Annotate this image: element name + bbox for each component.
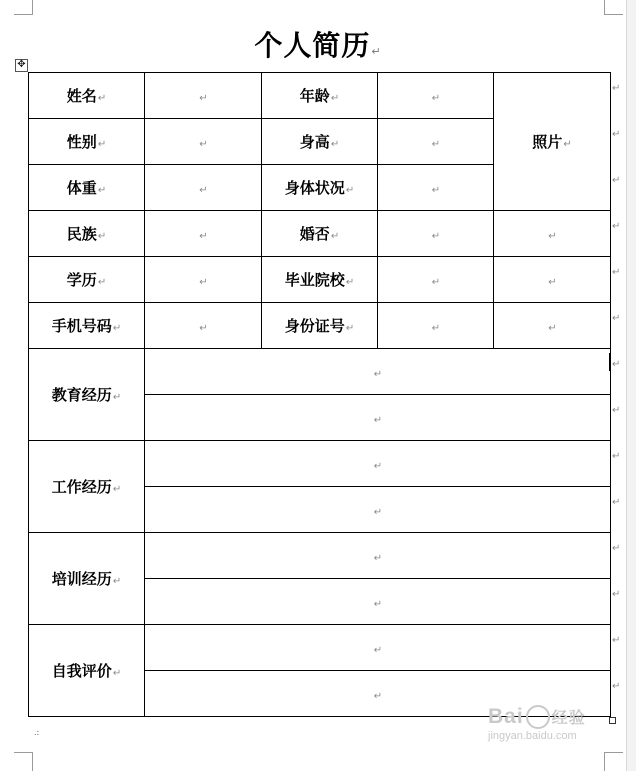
table-row [29, 257, 611, 303]
section-entry-cell[interactable]: ↵ [145, 395, 611, 441]
label-cell[interactable]: 体重↵ [29, 165, 145, 211]
value-cell[interactable]: ↵ [494, 257, 611, 303]
value-cell[interactable]: ↵ [378, 211, 494, 257]
end-of-row-mark: ↵ [612, 405, 621, 416]
text-cursor [609, 353, 611, 371]
table-row [29, 73, 611, 119]
value-cell[interactable]: ↵ [378, 165, 494, 211]
label-cell[interactable]: 姓名↵ [29, 73, 145, 119]
label-cell[interactable]: 年龄↵ [262, 73, 378, 119]
section-entry-cell[interactable]: ↵ [145, 625, 611, 671]
end-of-row-mark: ↵ [612, 451, 621, 462]
label-cell[interactable]: 民族↵ [29, 211, 145, 257]
section-label-cell[interactable]: 教育经历↵ [29, 349, 145, 441]
value-cell[interactable]: ↵ [145, 73, 262, 119]
crop-mark-top-right [604, 0, 623, 15]
end-of-row-mark: ↵ [612, 267, 621, 278]
value-cell[interactable]: ↵ [145, 119, 262, 165]
table-row [29, 625, 611, 671]
label-cell[interactable]: 婚否↵ [262, 211, 378, 257]
value-cell[interactable]: ↵ [378, 303, 494, 349]
value-cell[interactable]: ↵ [145, 211, 262, 257]
value-cell[interactable]: ↵ [494, 303, 611, 349]
value-cell[interactable]: ↵ [145, 165, 262, 211]
end-of-row-mark: ↵ [612, 543, 621, 554]
end-of-row-mark: ↵ [612, 175, 621, 186]
label-cell[interactable]: 手机号码↵ [29, 303, 145, 349]
value-cell[interactable]: ↵ [378, 119, 494, 165]
vertical-scrollbar[interactable] [626, 0, 636, 771]
label-cell[interactable]: 性别↵ [29, 119, 145, 165]
section-entry-cell[interactable]: ↵ [145, 349, 611, 395]
crop-mark-top-left [14, 0, 33, 15]
section-entry-cell[interactable]: ↵ [145, 487, 611, 533]
value-cell[interactable]: ↵ [145, 257, 262, 303]
table-resize-handle[interactable] [609, 717, 616, 724]
paw-icon [526, 705, 550, 729]
end-of-row-mark: ↵ [612, 681, 621, 692]
label-cell[interactable]: 毕业院校↵ [262, 257, 378, 303]
end-of-row-mark: ↵ [612, 635, 621, 646]
section-entry-cell[interactable]: ↵ [145, 533, 611, 579]
end-of-row-mark: ↵ [612, 359, 621, 370]
table-row [29, 349, 611, 395]
value-cell[interactable]: ↵ [145, 303, 262, 349]
section-entry-cell[interactable]: ↵ [145, 671, 611, 717]
end-of-row-mark: ↵ [612, 83, 621, 94]
table-row [29, 303, 611, 349]
end-of-row-mark: ↵ [612, 129, 621, 140]
end-of-row-mark: ↵ [612, 589, 621, 600]
paragraph-mark: .: [34, 728, 40, 737]
end-of-row-mark: ↵ [612, 221, 621, 232]
section-label-cell[interactable]: 自我评价↵ [29, 625, 145, 717]
section-entry-cell[interactable]: ↵ [145, 441, 611, 487]
table-row [29, 211, 611, 257]
end-of-row-mark: ↵ [612, 313, 621, 324]
end-of-row-mark: ↵ [612, 497, 621, 508]
resume-table [28, 72, 611, 717]
table-row [29, 533, 611, 579]
baidu-jingyan-watermark: Bai 经验 jingyan.baidu.com [488, 705, 586, 743]
value-cell[interactable]: ↵ [378, 73, 494, 119]
value-cell[interactable]: ↵ [494, 211, 611, 257]
value-cell[interactable]: ↵ [378, 257, 494, 303]
crop-mark-bottom-left [14, 752, 33, 771]
label-cell[interactable]: 身体状况↵ [262, 165, 378, 211]
document-title: 个人简历↵ [254, 29, 382, 62]
section-entry-cell[interactable]: ↵ [145, 579, 611, 625]
label-cell[interactable]: 学历↵ [29, 257, 145, 303]
table-row [29, 441, 611, 487]
photo-cell[interactable]: 照片↵ [494, 73, 611, 211]
label-cell[interactable]: 身高↵ [262, 119, 378, 165]
section-label-cell[interactable]: 工作经历↵ [29, 441, 145, 533]
section-label-cell[interactable]: 培训经历↵ [29, 533, 145, 625]
label-cell[interactable]: 身份证号↵ [262, 303, 378, 349]
paragraph-mark: ↵ [371, 45, 382, 58]
table-move-handle-icon[interactable]: ✥ [15, 59, 28, 72]
